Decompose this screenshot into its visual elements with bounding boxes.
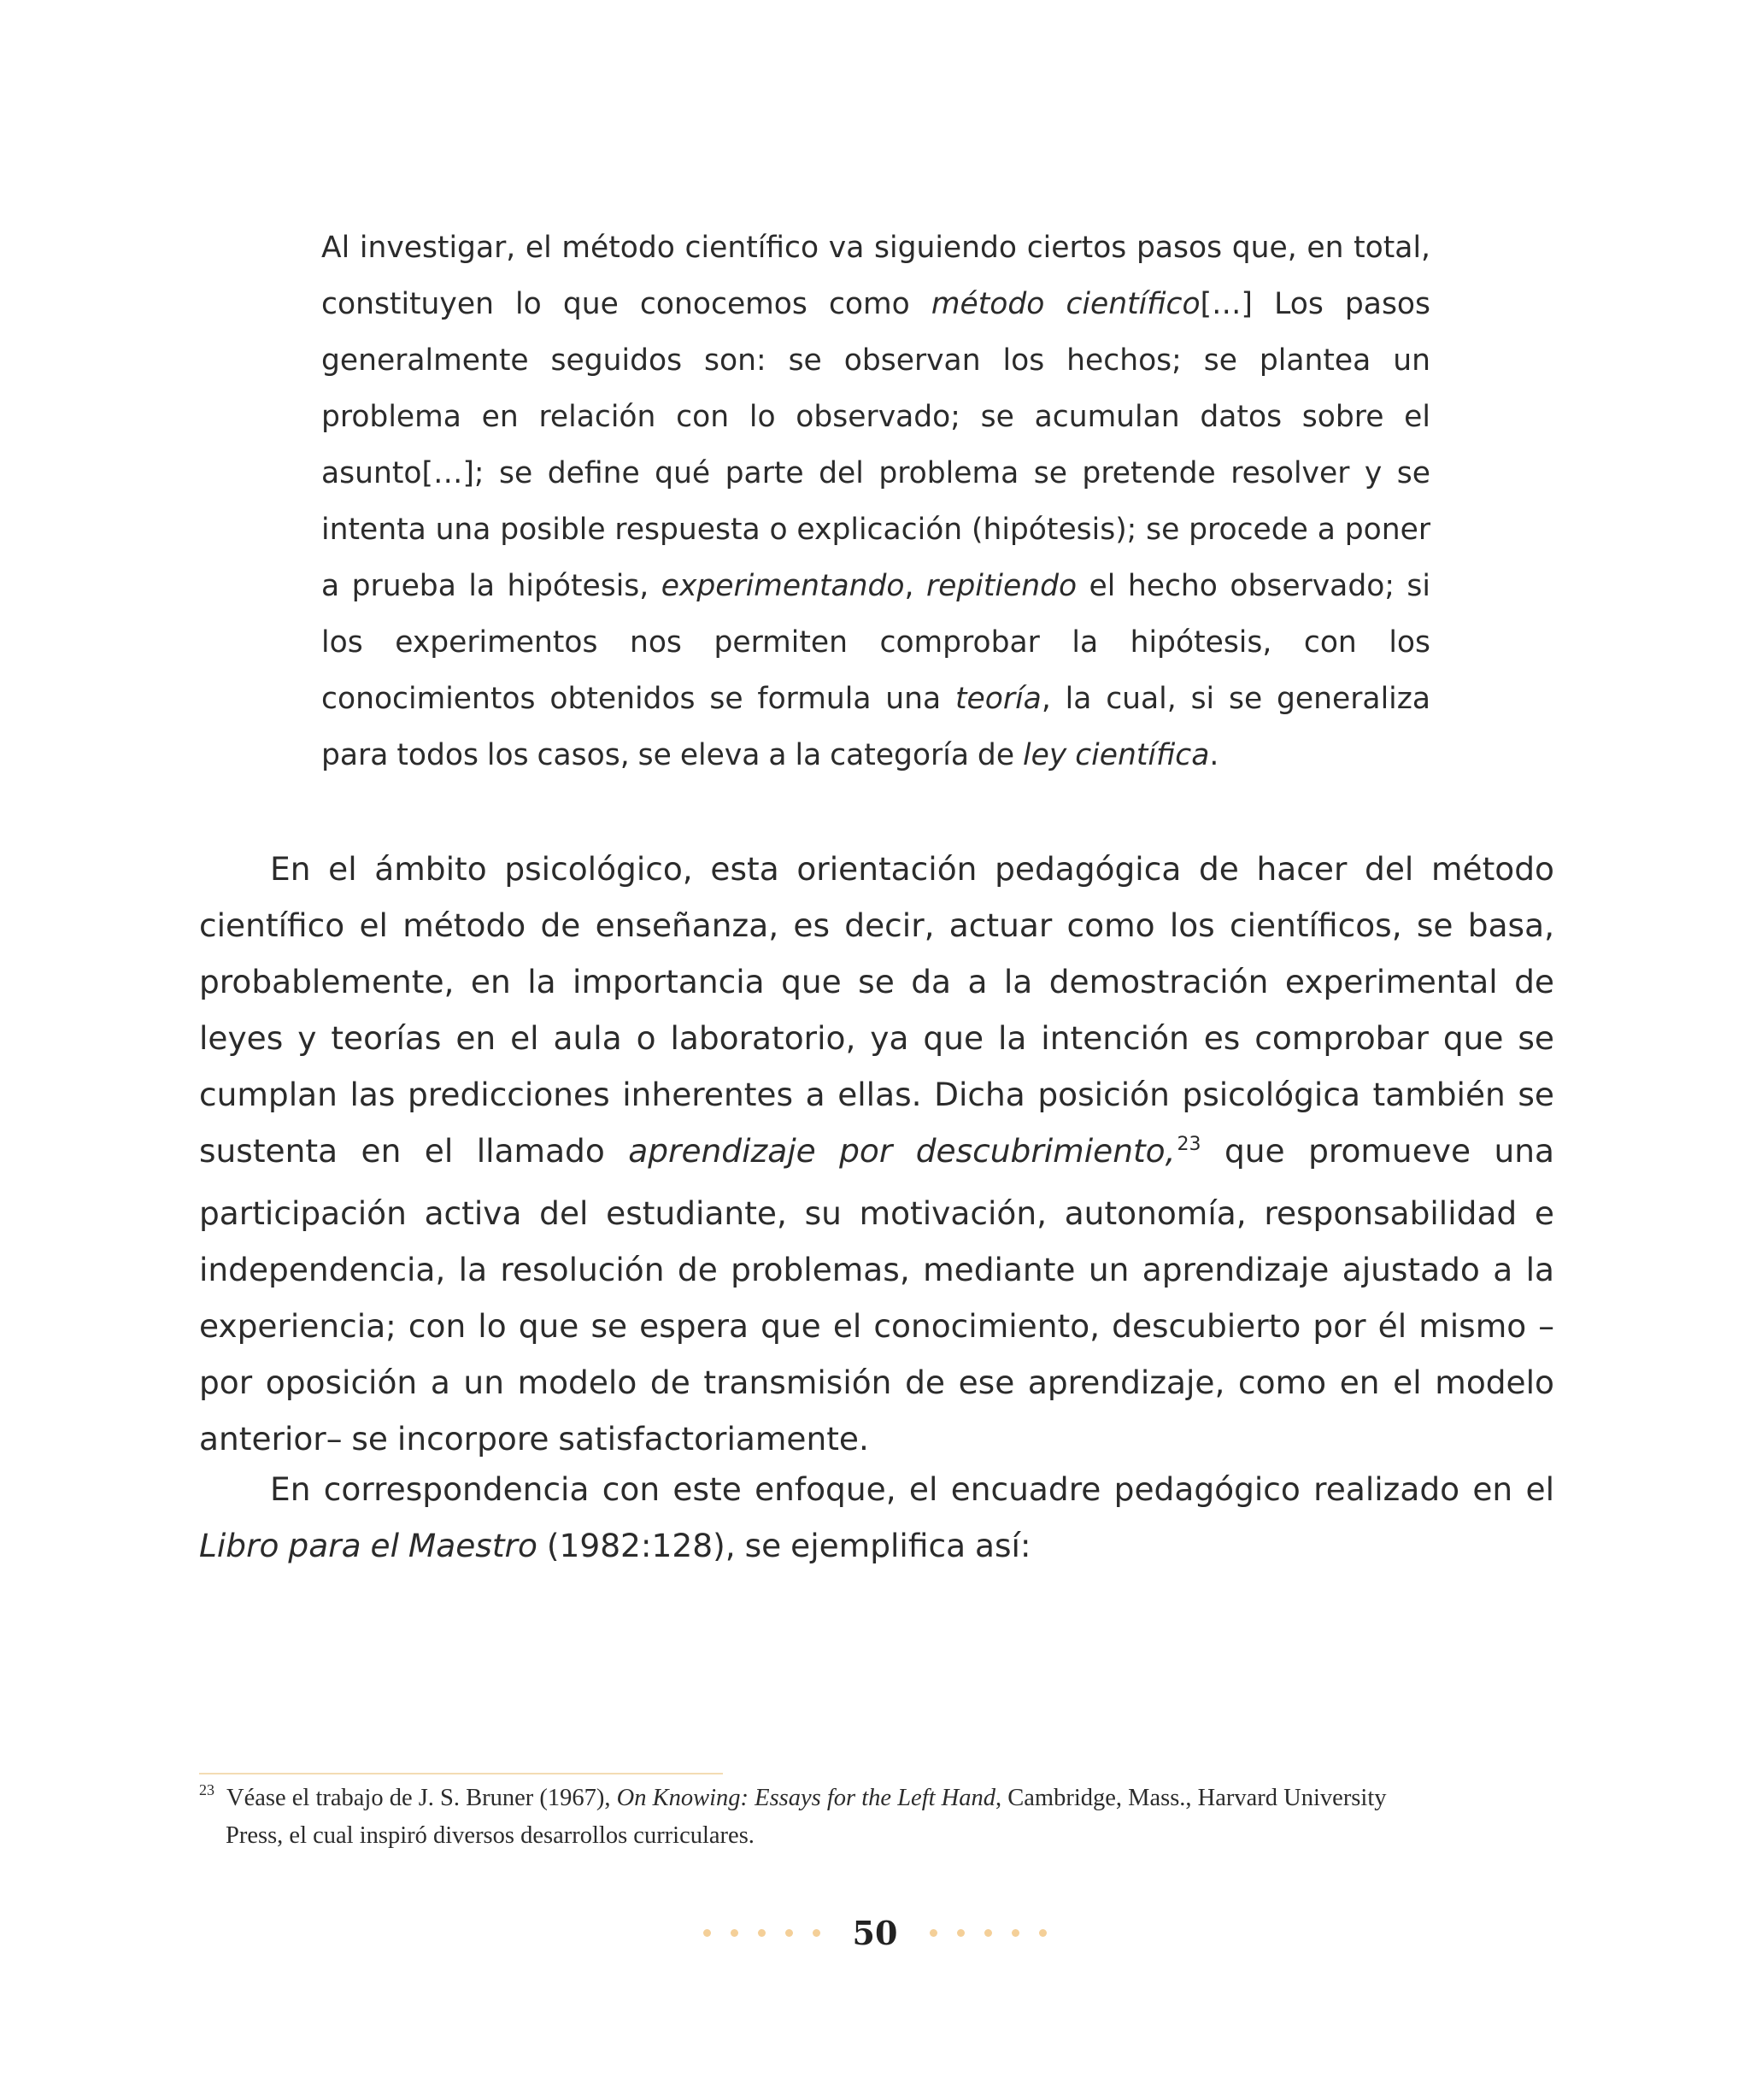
- body-paragraph-2: [199, 1461, 1554, 1574]
- footnote-divider: [199, 1773, 723, 1774]
- footnote-text-continued: Press, el cual inspiró diversos desarrollos curriculares.: [226, 1822, 755, 1849]
- quote-text: .: [1209, 738, 1219, 772]
- page-number: 50: [852, 1913, 898, 1952]
- quote-text: […] Los pasos generalmente seguidos son: se observan los hechos; se plantea un problema en relación con lo observado; se acumulan datos sobre el asunto[…]; se define qué parte del problema se pretende resolver y se intenta una posible respuesta o explicación (hipótesis); se procede a poner a prueba la hipótesis,: [321, 287, 1431, 603]
- footnote: [199, 1780, 1554, 1854]
- block-quote: [321, 220, 1430, 783]
- dot-ornament: [957, 1929, 965, 1937]
- quote-italic-metodo: método científico: [931, 287, 1201, 321]
- quote-italic-repitiendo: repitiendo: [925, 569, 1078, 603]
- paragraph-text: (1982:128), se ejemplifica así:: [537, 1527, 1031, 1564]
- body-paragraph-1: [199, 841, 1554, 1467]
- decorative-dots-right: [930, 1929, 1047, 1937]
- footnote-text: Véase el trabajo de J. S. Bruner (1967),: [226, 1785, 617, 1811]
- page-footer: [0, 1905, 1750, 1960]
- dot-ornament: [758, 1929, 766, 1937]
- dot-ornament: [731, 1929, 738, 1937]
- paragraph-italic-title: Libro para el Maestro: [199, 1527, 537, 1564]
- dot-ornament: [930, 1929, 937, 1937]
- quote-text: ,: [904, 569, 926, 603]
- dot-ornament: [703, 1929, 711, 1937]
- paragraph-italic-term: aprendizaje por descubrimiento,: [628, 1132, 1176, 1170]
- footnote-text: , Cambridge, Mass., Harvard University: [995, 1785, 1387, 1811]
- dot-ornament: [813, 1929, 820, 1937]
- dot-ornament: [785, 1929, 793, 1937]
- quote-italic-experimentando: experimentando: [661, 569, 905, 603]
- footnote-reference: 23: [1177, 1134, 1201, 1155]
- dot-ornament: [984, 1929, 992, 1937]
- footnote-italic-title: On Knowing: Essays for the Left Hand: [616, 1785, 995, 1811]
- dot-ornament: [1012, 1929, 1019, 1937]
- quote-text: el hecho observado; si los experimentos nos permiten comprobar la hipótesis, con los conocimientos obtenidos se formula una: [321, 569, 1430, 716]
- quote-italic-teoria: teoría: [955, 682, 1042, 716]
- decorative-dots-left: [703, 1929, 820, 1937]
- quote-text: Al investigar, el método científico va siguiendo ciertos pasos que, en total, constituyen lo que conocemos como: [321, 231, 1430, 321]
- dot-ornament: [1039, 1929, 1047, 1937]
- paragraph-text: En correspondencia con este enfoque, el encuadre pedagógico realizado en el: [270, 1470, 1554, 1508]
- paragraph-text: que promueve una participación activa del estudiante, su motivación, autonomía, responsabilidad e independencia, la resolución de problemas, mediante un aprendizaje ajustado a la experiencia; con lo que se espera que el conocimiento, descubierto por él mismo –por oposición a un modelo de transmisión de ese aprendizaje, como en el modelo anterior– se incorpore satisfactoriamente.: [199, 1132, 1554, 1458]
- quote-italic-ley: ley científica: [1023, 738, 1210, 772]
- paragraph-text: En el ámbito psicológico, esta orientación pedagógica de hacer del método científico el método de enseñanza, es decir, actuar como los científicos, se basa, probablemente, en la importancia que se da a la demostración experimental de leyes y teorías en el aula o laboratorio, ya que la intención es comprobar que se cumplan las predicciones inherentes a ellas. Dicha posición psicológica también se sustenta en el llamado: [199, 850, 1554, 1170]
- quote-text: , la cual, si se generaliza para todos los casos, se eleva a la categoría de: [321, 682, 1430, 772]
- footnote-number: 23: [199, 1781, 214, 1798]
